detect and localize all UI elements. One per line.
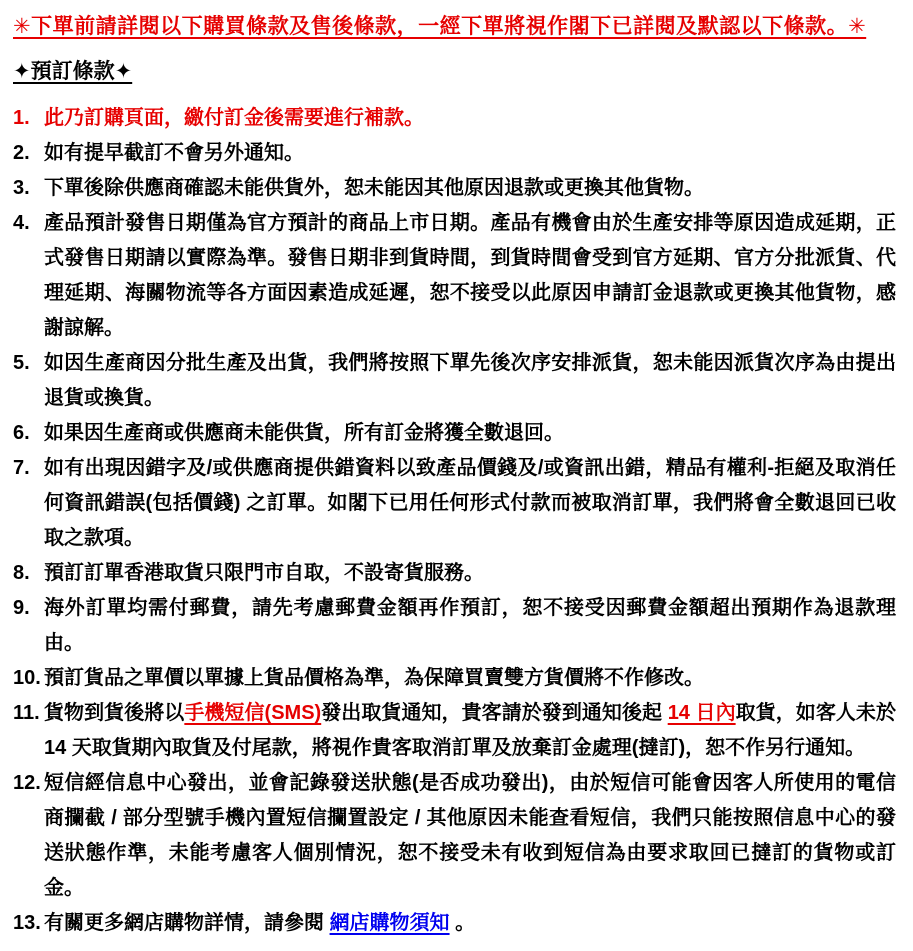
sms-notice-emphasis: 手機短信(SMS) xyxy=(184,702,322,724)
term-text xyxy=(44,136,896,171)
term-number: 7. xyxy=(13,457,30,479)
term-number: 3. xyxy=(13,177,30,199)
term-segment: 預訂訂單香港取貨只限門市自取，不設寄貨服務。 xyxy=(44,562,484,584)
term-text xyxy=(44,591,896,661)
term-number: 4. xyxy=(13,212,30,234)
term-text xyxy=(44,766,896,906)
term-segment: 如果因生產商或供應商未能供貨，所有訂金將獲全數退回。 xyxy=(44,422,564,444)
section-title-text: ✦預訂條款✦ xyxy=(13,60,133,83)
term-text xyxy=(44,451,896,556)
term-segment: 如有提早截訂不會另外通知。 xyxy=(44,142,304,164)
term-segment: 貨物到貨後將以 xyxy=(44,702,185,724)
term-item-7 xyxy=(13,451,896,556)
term-segment: 下單後除供應商確認未能供貨外，恕未能因其他原因退款或更換其他貨物。 xyxy=(44,177,704,199)
top-warning-notice xyxy=(13,13,896,41)
term-item-13 xyxy=(13,906,896,941)
term-text xyxy=(44,906,896,941)
term-number: 2. xyxy=(13,142,30,164)
term-item-8 xyxy=(13,556,896,591)
term-segment: 如有出現因錯字及/或供應商提供錯資料以致產品價錢及/或資訊出錯，精品有權利-拒絕及取消任何資訊錯誤(包括價錢) 之訂單。如閣下已用任何形式付款而被取消訂單，我們將會全數退回已收取之款項。 xyxy=(44,457,896,549)
term-segment: 發出取貨通知，貴客請於發到通知後起 xyxy=(321,702,668,724)
term-text xyxy=(44,206,896,346)
term-item-2 xyxy=(13,136,896,171)
term-number: 10. xyxy=(13,667,41,689)
term-number: 8. xyxy=(13,562,30,584)
term-text xyxy=(44,171,896,206)
term-number: 6. xyxy=(13,422,30,444)
term-item-5 xyxy=(13,346,896,416)
term-segment: 如因生產商因分批生產及出貨，我們將按照下單先後次序安排派貨，恕未能因派貨次序為由提出退貨或換貨。 xyxy=(44,352,896,409)
term-item-9 xyxy=(13,591,896,661)
term-text xyxy=(44,101,896,136)
terms-list xyxy=(13,101,896,941)
section-title xyxy=(13,58,896,86)
term-segment: 產品預計發售日期僅為官方預計的商品上市日期。產品有機會由於生產安排等原因造成延期，正式發售日期請以實際為準。發售日期非到貨時間，到貨時間會受到官方延期、官方分批派貨、代理延期、海關物流等各方面因素造成延遲，恕不接受以此原因申請訂金退款或更換其他貨物，感謝諒解。 xyxy=(44,212,896,339)
term-number: 13. xyxy=(13,912,41,934)
term-text xyxy=(44,556,896,591)
term-segment: 短信經信息中心發出，並會記錄發送狀態(是否成功發出)，由於短信可能會因客人所使用的電信商攔截 / 部分型號手機內置短信攔置設定 / 其他原因未能查看短信，我們只能按照信息中心的發送狀態作準，未能考慮客人個別情況，恕不接受未有收到短信為由要求取回已撻訂的貨物或訂金。 xyxy=(44,772,896,899)
term-segment: 此乃訂購頁面，繳付訂金後需要進行補款。 xyxy=(44,107,424,129)
term-text xyxy=(44,661,896,696)
term-item-1 xyxy=(13,101,896,136)
term-number: 12. xyxy=(13,772,41,794)
term-item-10 xyxy=(13,661,896,696)
term-number: 1. xyxy=(13,107,30,129)
term-segment: 預訂貨品之單價以單據上貨品價格為準，為保障買賣雙方貨價將不作修改。 xyxy=(44,667,704,689)
term-text xyxy=(44,346,896,416)
term-number: 5. xyxy=(13,352,30,374)
term-item-3 xyxy=(13,171,896,206)
term-text xyxy=(44,696,896,766)
top-warning-notice-text: ✳下單前請詳閱以下購買條款及售後條款，一經下單將視作閣下已詳閱及默認以下條款。✳ xyxy=(13,15,867,38)
store-shopping-guide-link[interactable]: 網店購物須知 xyxy=(329,912,450,934)
term-segment: 取貨，如客人未於 14 天取貨期內取貨及付尾款，將視作貴客取消訂單及放棄訂金處理(撻訂)，恕不作另行通知。 xyxy=(44,702,896,759)
pickup-deadline-emphasis: 14 日內 xyxy=(667,702,736,724)
term-item-6 xyxy=(13,416,896,451)
term-segment: 海外訂單均需付郵費，請先考慮郵費金額再作預訂，恕不接受因郵費金額超出預期作為退款理由。 xyxy=(44,597,896,654)
term-segment: 有關更多網店購物詳情，請參閱 xyxy=(44,912,330,934)
term-item-11 xyxy=(13,696,896,766)
term-item-12 xyxy=(13,766,896,906)
term-number: 11. xyxy=(13,702,40,724)
term-text xyxy=(44,416,896,451)
term-segment: 。 xyxy=(449,912,476,934)
term-number: 9. xyxy=(13,597,30,619)
term-item-4 xyxy=(13,206,896,346)
